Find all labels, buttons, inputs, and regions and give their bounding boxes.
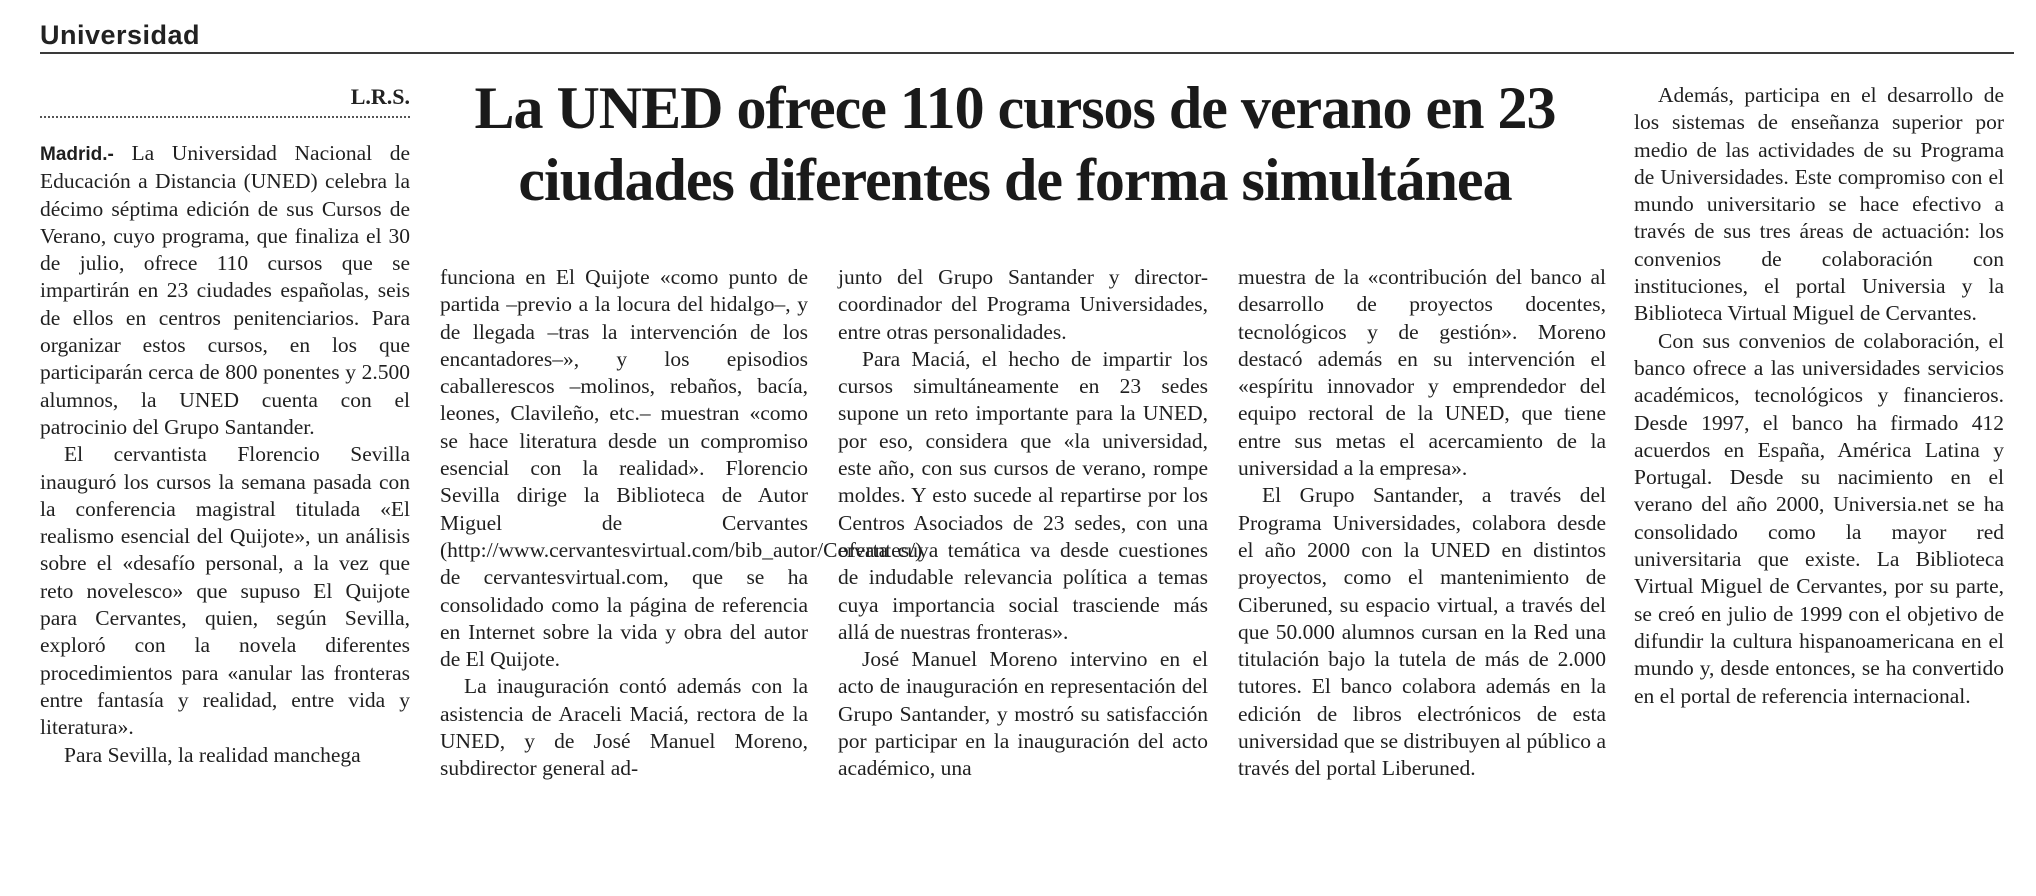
byline: L.R.S. <box>350 84 410 109</box>
article-column-4 <box>1238 264 1606 783</box>
paragraph: Además, participa en el desarrollo de los sistemas de enseñanza superior por medio de las actividades de su Programa de Universidades. Este compromiso con el mundo universitario se hace efectivo a través de sus tres áreas de actuación: los convenios de colaboración con instituciones, el portal Universia y la Biblioteca Virtual Miguel de Cervantes. <box>1634 83 2004 326</box>
section-label: Universidad <box>40 20 201 50</box>
paragraph: El Grupo Santander, a través del Programa Universidades, colabora desde el año 2000 con la UNED en distintos proyectos, como el mantenimiento de Ciberuned, su espacio virtual, a través del que 50.000 alumnos cursan en la Red una titulación bajo la tutela de más de 2.000 tutores. El banco colabora además en la edición de libros electrónicos de esta universidad que se distribuyen al público a través del portal Liberuned. <box>1238 483 1606 781</box>
paragraph-text: La Universidad Nacional de Educación a Distancia (UNED) celebra la décimo séptima edición de sus Cursos de Verano, cuyo programa, que finaliza el 30 de julio, ofrece 110 cursos que se impartirán en 23 ciudades españolas, seis de ellos en centros penitenciarios. Para organizar estos cursos, en los que participarán cerca de 800 ponentes y 2.500 alumnos, la UNED cuenta con el patrocinio del Grupo Santander. <box>40 141 411 439</box>
article-column-3 <box>838 264 1208 783</box>
paragraph: junto del Grupo Santander y director-coordinador del Programa Universidades, entre otras personalidades. <box>838 265 1208 344</box>
paragraph: Con sus convenios de colaboración, el banco ofrece a las universidades servicios académicos, tecnológicos y financieros. Desde 1997, el banco ha firmado 412 acuerdos en España, América Latina y Portugal. Desde su nacimiento en el verano del año 2000, Universia.net se ha consolidado como la mayor red universitaria que existe. La Biblioteca Virtual Miguel de Cervantes, por su parte, se creó en julio de 1999 con el objetivo de difundir la cultura hispanoamericana en el mundo y, desde entonces, se ha convertido en el portal de referencia internacional. <box>1634 328 2004 708</box>
section-rule <box>40 52 2014 54</box>
dateline: Madrid.- <box>40 144 114 165</box>
paragraph: José Manuel Moreno intervino en el acto de inauguración en representación del Grupo Santander, y mostró su satisfacción por participar en la inauguración del acto académico, una <box>838 647 1208 781</box>
paragraph: La inauguración contó además con la asistencia de Araceli Maciá, rectora de la UNED, y de José Manuel Moreno, subdirector general ad- <box>440 674 808 781</box>
article-column-5 <box>1634 82 2004 710</box>
paragraph: Para Maciá, el hecho de impartir los cursos simultáneamente en 23 sedes supone un reto importante para la UNED, por eso, considera que «la universidad, este año, con sus cursos de verano, rompe moldes. Y esto sucede al repartirse por los Centros Asociados de 23 sedes, con una oferta cuya temática va desde cuestiones de indudable relevancia política a temas cuya importancia social trasciende más allá de nuestras fronteras». <box>838 346 1208 644</box>
paragraph: El cervantista Florencio Sevilla inauguró los cursos la semana pasada con la conferencia magistral titulada «El realismo esencial del Quijote», un análisis sobre el «desafío personal, a la vez que reto novelesco» que supuso El Quijote para Cervantes, quien, según Sevilla, exploró con la novela diferentes procedimientos para «anular las fronteras entre fantasía y realidad, entre vida y literatura». <box>40 442 410 740</box>
lead-paragraph <box>40 140 410 441</box>
paragraph: funciona en El Quijote «como punto de partida –previo a la locura del hidalgo–, y de llegada –tras la intervención de los encantadores–», y los episodios caballerescos –molinos, rebaños, bacía, leones, Clavileño, etc.– muestran «como se hace literatura desde un compromiso esencial con la realidad». Florencio Sevilla dirige la Biblioteca de Autor Miguel de Cervantes (http://www.cervantesvirtual.com/bib_autor/Cervantes/) de cervantesvirtual.com, que se ha consolidado como la página de referencia en Internet sobre la vida y obra del autor de El Quijote. <box>440 265 923 672</box>
article-column-2 <box>440 264 923 783</box>
paragraph: muestra de la «contribución del banco al desarrollo de proyectos docentes, tecnológicos y de gestión». Moreno destacó además en su intervención el «espíritu innovador y emprendedor del equipo rectoral de la UNED, que tiene entre sus metas el acercamiento de la universidad a la empresa». <box>1238 265 1606 481</box>
paragraph: Para Sevilla, la realidad manchega <box>64 742 361 767</box>
headline: La UNED ofrece 110 cursos de verano en 23 ciudades diferentes de forma simultánea <box>474 75 1556 213</box>
article-column-1 <box>40 140 410 769</box>
byline-rule <box>40 116 410 118</box>
